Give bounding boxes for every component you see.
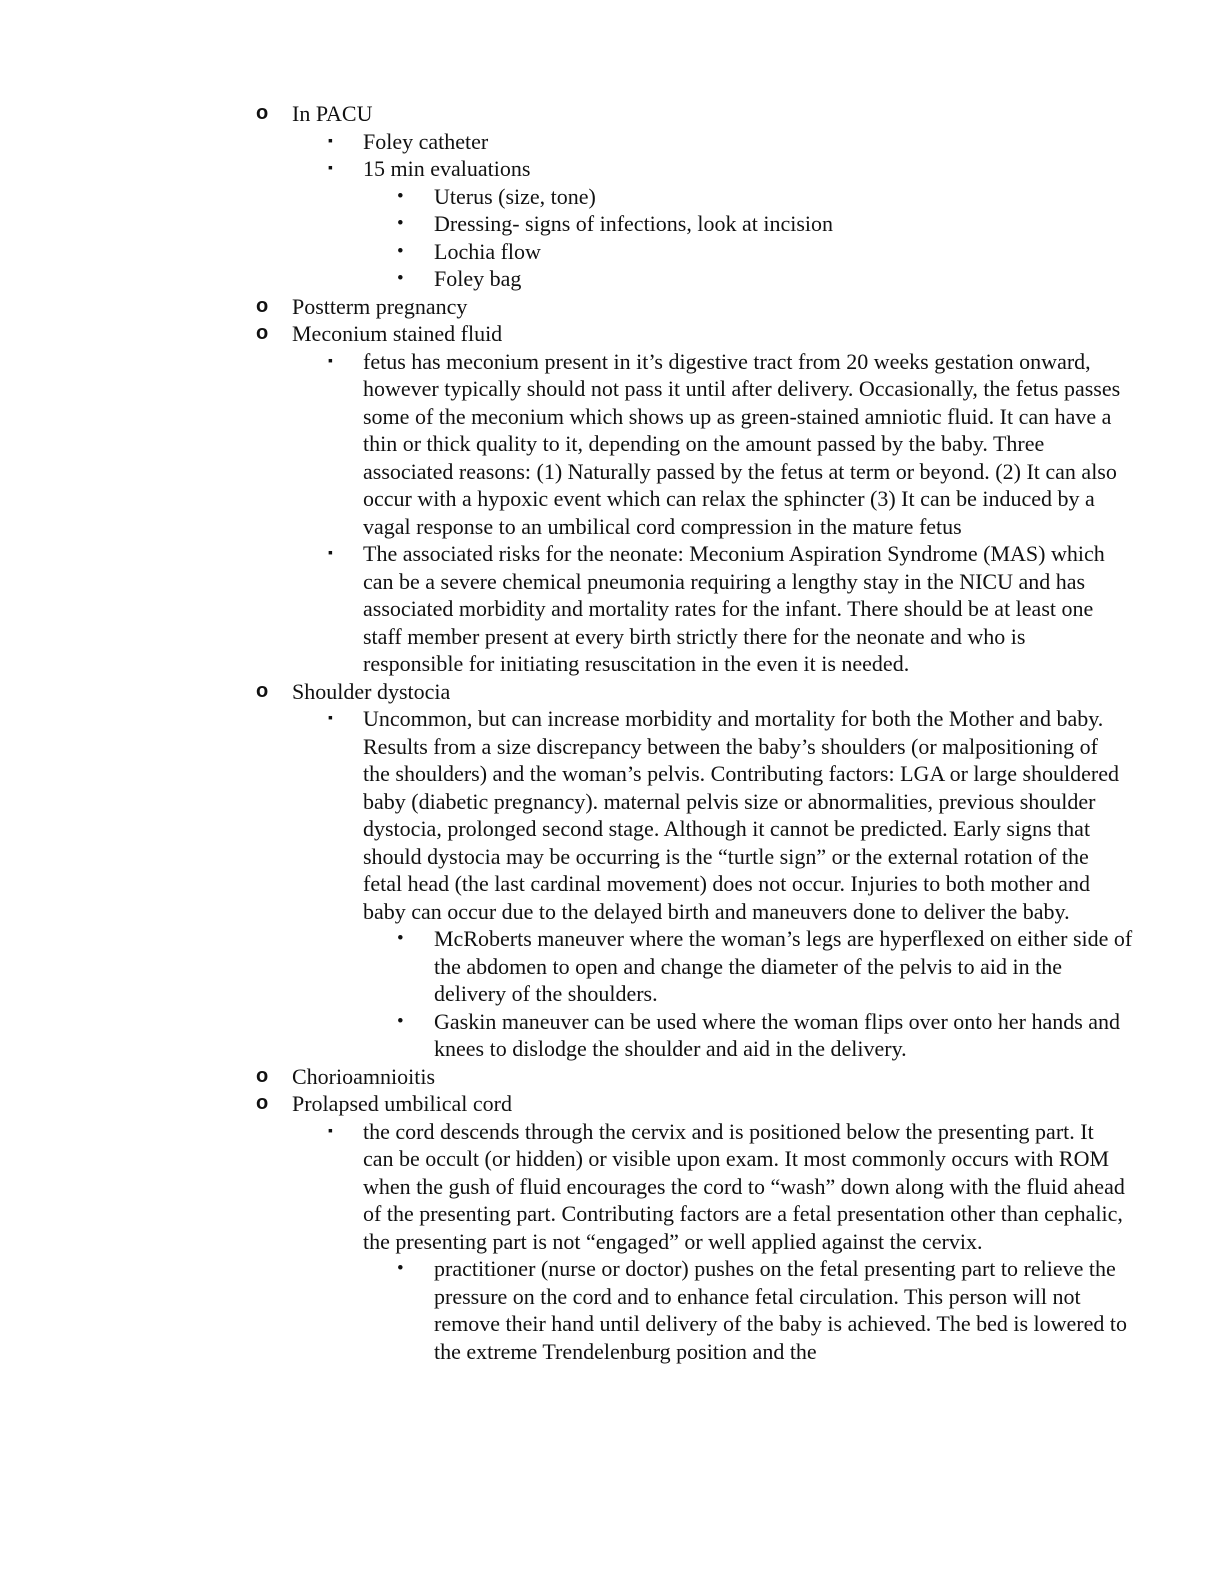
bullet-icon: ▪ — [328, 161, 333, 176]
outline-item-level-3 — [397, 238, 1134, 266]
outline-item-text: Dressing- signs of infections, look at incision — [434, 211, 834, 236]
bullet-icon: • — [397, 1010, 404, 1032]
bullet-icon: ▪ — [328, 353, 333, 369]
outline-item-level-3 — [397, 1255, 1134, 1365]
outline-item-level-1 — [256, 293, 1224, 321]
outline-item-level-3 — [397, 925, 1134, 1008]
bullet-icon: o — [256, 1092, 269, 1114]
outline-item-text: the cord descends through the cervix and is positioned below the presenting part. It can be occult (or hidden) or visible upon exam. It most commonly occurs with ROM when the gush of fluid encourages the cord to “wash” down along with the fluid ahead of the presenting part. Contributing factors are a fetal presentation other than cephalic, the presenting part is not “engaged” or well applied against the cervix. — [363, 1118, 1125, 1254]
outline-item-text: Foley bag — [434, 266, 522, 291]
bullet-icon: • — [397, 185, 404, 207]
outline-item-text: Shoulder dystocia — [292, 678, 451, 704]
bullet-icon: • — [397, 928, 404, 949]
outline-item-level-1 — [256, 320, 1224, 348]
outline-item-text: The associated risks for the neonate: Meconium Aspiration Syndrome (MAS) which can be a severe chemical pneumonia requiring a lengthy stay in the NICU and has associated morbidity and mortality rates for the infant. There should be at least one staff member present at every birth strictly there for the neonate and who is responsible for initiating resuscitation in the even it is needed. — [363, 541, 1105, 676]
outline-item-text: 15 min evaluations — [363, 156, 531, 181]
outline-item-text: Lochia flow — [434, 238, 541, 264]
bullet-icon: ▪ — [328, 711, 333, 726]
outline-item-text: Gaskin maneuver can be used where the woman flips over onto her hands and knees to dislodge the shoulder and aid in the delivery. — [434, 1008, 1121, 1061]
outline-item-level-3 — [397, 1008, 1134, 1063]
outline-item-level-3 — [397, 265, 1134, 293]
outline-item-level-2 — [328, 540, 1128, 678]
bullet-icon: • — [397, 213, 404, 234]
outline-item-text: Uterus (size, tone) — [434, 183, 596, 209]
outline-item-text: In PACU — [292, 101, 373, 126]
outline-item-level-2 — [328, 155, 1128, 183]
bullet-icon: o — [256, 102, 269, 124]
bullet-icon: o — [256, 322, 269, 344]
outline-item-text: McRoberts maneuver where the woman’s legs are hyperflexed on either side of the abdomen to open and change the diameter of the pelvis to aid in the delivery of the shoulders. — [434, 926, 1133, 1006]
outline-item-level-3 — [397, 183, 1134, 211]
outline-item-level-1 — [256, 1090, 1224, 1118]
outline-item-text: Prolapsed umbilical cord — [292, 1091, 512, 1116]
outline-item-text: fetus has meconium present in it’s digestive tract from 20 weeks gestation onward, however typically should not pass it until after delivery. Occasionally, the fetus passes some of the meconium which shows up as green-stained amniotic fluid. It can have a thin or thick quality to it, depending on the amount passed by the baby. Three associated reasons: (1) Naturally passed by the fetus at term or beyond. (2) It can also occur with a hypoxic event which can relax the sphincter (3) It can be induced by a vagal response to an umbilical cord compression in the mature fetus — [363, 348, 1121, 539]
outline-item-level-1 — [256, 678, 1224, 706]
outline-item-text: Meconium stained fluid — [292, 321, 503, 346]
bullet-icon: • — [397, 268, 404, 289]
outline-item-text: Chorioamnioitis — [292, 1063, 435, 1089]
outline-item-level-2 — [328, 348, 1128, 541]
bullet-icon: ▪ — [328, 133, 333, 149]
outline-item-level-2 — [328, 1118, 1128, 1256]
bullet-icon: ▪ — [328, 1123, 333, 1139]
outline-item-text: Postterm pregnancy — [292, 293, 468, 319]
outline-item-text: Uncommon, but can increase morbidity and mortality for both the Mother and baby. Results from a size discrepancy between the baby’s shoulders (or malpositioning of the shoulders) and the woman’s pelvis. Contributing factors: LGA or large shouldered baby (diabetic pregnancy). maternal pelvis size or abnormalities, previous shoulder dystocia, prolonged second stage. Although it cannot be predicted. Early signs that should dystocia may be occurring is the “turtle sign” or the external rotation of the fetal head (the last cardinal movement) does not occur. Injuries to both mother and baby can occur due to the delayed birth and maneuvers done to deliver the baby. — [363, 706, 1120, 924]
bullet-icon: • — [397, 1258, 404, 1279]
bullet-icon: o — [256, 294, 269, 317]
outline-item-level-2 — [328, 128, 1128, 156]
bullet-icon: • — [397, 240, 404, 262]
outline-item-text: practitioner (nurse or doctor) pushes on the fetal presenting part to relieve the pressure on the cord and to enhance fetal circulation. This person will not remove their hand until delivery of the baby is achieved. The bed is lowered to the extreme Trendelenburg position and the — [434, 1256, 1127, 1364]
outline-item-level-3 — [397, 210, 1134, 238]
outline-item-level-1 — [256, 100, 1224, 128]
bullet-icon: o — [256, 1064, 269, 1087]
outline-item-level-2 — [328, 705, 1128, 925]
bullet-icon: o — [256, 679, 269, 702]
bullet-icon: ▪ — [328, 546, 333, 561]
outline-item-level-1 — [256, 1063, 1224, 1091]
outline-item-text: Foley catheter — [363, 128, 489, 154]
